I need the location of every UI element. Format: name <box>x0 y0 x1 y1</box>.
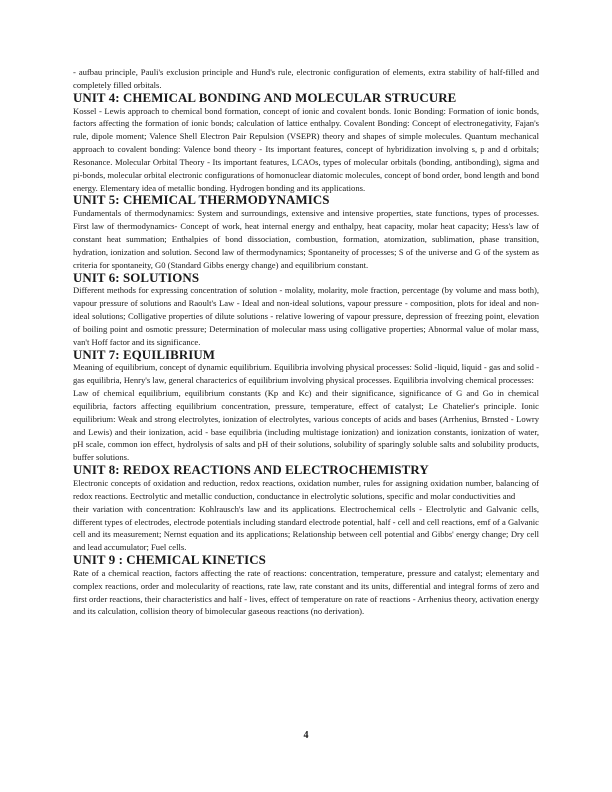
unit-6-heading: UNIT 6: SOLUTIONS <box>73 270 200 285</box>
unit-8-heading: UNIT 8: REDOX REACTIONS AND ELECTROCHEMISTRY <box>73 463 429 478</box>
unit-6-paragraph: Different methods for expressing concentration of solution - molality, molarity, mole fraction, percentage (by volume and mass both), vapour pressure of solutions and Raoult's Law - Ideal and non-ideal solutions, vapour pressure - composition, plots for ideal and non-ideal solutions; Colligative properties of dilute solutions - relative lowering of vapour pressure, depression of freezing point, elevation of boiling point and osmotic pressure; Determination of molecular mass using colligative properties; Abnormal value of molar mass, van't Hoff factor and its significance. <box>73 285 539 347</box>
unit-7-paragraph-1: Meaning of equilibrium, concept of dynamic equilibrium. Equilibria involving physical processes: Solid -liquid, liquid - gas and solid - gas equilibria, Henry's law, general characterics of equilibrium involving physical processes. Equilibria involving chemical processes: <box>73 362 539 386</box>
unit-8-paragraph-2: their variation with concentration: Kohlrausch's law and its applications. Electrochemical cells - Electrolytic and Galvanic cells, different types of electrodes, electrode potentials including standard electrode potential, half - cell and cell reactions, emf of a Galvanic cell and its measurement; Nernst equation and its applications; Relationship between cell potential and Gibbs' energy change; Dry cell and lead accumulator; Fuel cells. <box>73 503 539 553</box>
unit-8-paragraph-1: Electronic concepts of oxidation and reduction, redox reactions, oxidation number, rules for assigning oxidation number, balancing of redox reactions. Eectrolytic and metallic conduction, conductance in electrolytic solutions, specific and molar conductivities and <box>73 478 539 501</box>
unit-5-paragraph: Fundamentals of thermodynamics: System and surroundings, extensive and intensive properties, state functions, types of processes. First law of thermodynamics- Concept of work, heat internal energy and enthalpy, heat capacity, molar heat capacity; Hess's law of constant heat summation; Enthalpies of bond dissociation, combustion, formation, atomization, sublimation, phase transition, hydration, ionization and solution. Second law of thermodynamics; Spontaneity of processes; S of the universe and G of the system as criteria for spontaneity, G0 (Standard Gibbs energy change) and equilibrium constant. <box>73 208 539 270</box>
unit-9-paragraph: Rate of a chemical reaction, factors affecting the rate of reactions: concentration, temperature, pressure and catalyst; elementary and complex reactions, order and molecularity of reactions, rate law, rate constant and its units, differential and integral forms of zero and first order reactions, their characteristics and half - lives, effect of temperature on rate of reactions - Arrhenius theory, activation energy and its calculation, collision theory of bimolecular gaseous reactions (no derivation). <box>73 567 539 617</box>
unit-9-heading: UNIT 9 : CHEMICAL KINETICS <box>73 553 266 568</box>
page-content <box>73 66 539 618</box>
page-number: 4 <box>303 730 309 741</box>
unit-4-heading: UNIT 4: CHEMICAL BONDING AND MOLECULAR STRUCURE <box>73 90 457 105</box>
unit-7-heading: UNIT 7: EQUILIBRIUM <box>73 347 216 362</box>
unit-4-paragraph: Kossel - Lewis approach to chemical bond formation, concept of ionic and covalent bonds. Ionic Bonding: Formation of ionic bonds, factors affecting the formation of ionic bonds; calculation of lattice enthalpy. Covalent Bonding: Concept of electronegativity, Fajan's rule, dipole moment; Valence Shell Electron Pair Repulsion (VSEPR) theory and shapes of simple molecules. Quantum mechanical approach to covalent bonding: Valence bond theory - Its important features, concept of hybridization involving s, p and d orbitals; Resonance. Molecular Orbital Theory - Its important features, LCAOs, types of molecular orbitals (bonding, antibonding), sigma and pi-bonds, molecular orbital electronic configurations of homonuclear diatomic molecules, concept of bond order, bond length and bond energy. Elementary idea of metallic bonding. Hydrogen bonding and its applications. <box>73 105 539 193</box>
unit-5-heading: UNIT 5: CHEMICAL THERMODYNAMICS <box>73 193 330 208</box>
unit-7-paragraph-2: Law of chemical equilibrium, equilibrium constants (Kp and Kc) and their significance, significance of G and Go in chemical equilibria, factors affecting equilibrium concentration, pressure, temperature, effect of catalyst; Le Chatelier's principle. Ionic equilibrium: Weak and strong electrolytes, ionization of electrolytes, various concepts of acids and bases (Arrhenius, Brnsted - Lowry and Lewis) and their ionization, acid - base equilibria (including multistage ionization) and ionization constants, ionization of water, pH scale, common ion effect, hydrolysis of salts and pH of their solutions, solubility of sparingly soluble salts and solubility products, buffer solutions. <box>73 388 539 463</box>
intro-continuation: - aufbau principle, Pauli's exclusion principle and Hund's rule, electronic configuration of elements, extra stability of half-filled and completely filled orbitals. <box>73 67 539 90</box>
